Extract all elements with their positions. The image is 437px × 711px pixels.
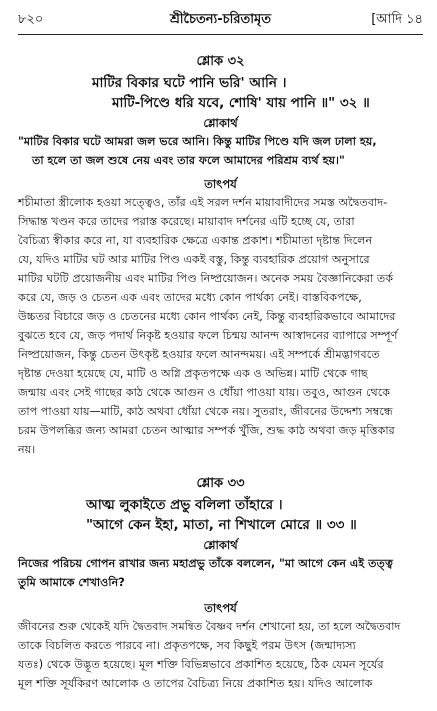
translation-33-line-1: নিজের পরিচয় গোপন রাখার জন্য মহাপ্রভু তাঁকে বললেন, "মা আগে কেন এই তত্ত্ব bbox=[18, 557, 393, 570]
chapter-reference: [আদি ১৪ bbox=[371, 12, 423, 27]
purport-32-line-1: শচীমাতা স্ত্রীলোক হওয়া সত্ত্বেও, তাঁর এই সরল দর্শন মায়াবাদীদের সমস্ত অদ্বৈতবাদ- bbox=[18, 196, 388, 209]
book-title: শ্রীচৈতন্য-চরিতামৃত bbox=[169, 12, 272, 27]
purport-32-line-6: করে যে, জড় ও চেতন এক এবং তাদের মধ্যে কোন পার্থক্য নেই। বাস্তবিকপক্ষে, bbox=[18, 291, 362, 304]
purport-33-line-3: যতঃ) থেকে উদ্ভূত হয়েছে। মূল শক্তি বিভিন্নভাবে প্রকাশিত হয়েছে, ঠিক যেমন সূর্যের bbox=[18, 658, 384, 671]
verse-32-line-1: মাটির বিকার ঘটে পানি ভরি' আনি । bbox=[92, 75, 287, 91]
purport-32-line-14: নয়। bbox=[18, 443, 36, 456]
purport-32-label: তাৎপর্য bbox=[204, 177, 237, 191]
purport-32-line-3: বৈচিত্র্য স্বীকার করে না, যা ব্যবহারিক ক্ষেত্রে একান্ত প্রকাশ। শচীমাতা দৃষ্টান্ত দিলেন bbox=[18, 234, 373, 247]
translation-32-label: শ্লোকার্থ bbox=[203, 116, 238, 130]
shloka-33-title: শ্লোক ৩৩ bbox=[196, 476, 245, 491]
purport-32-line-8: বুঝতে হবে যে, জড় পদার্থ নিকৃষ্ট হওয়ার ফলে চিন্ময় আনন্দ আস্বাদনের ব্যাপারে সম্পূর্ণ bbox=[18, 329, 398, 342]
translation-33-line-2: তুমি আমাকে শেখাওনি? bbox=[18, 576, 125, 589]
verse-33-line-1: আত্ম লুকাইতে প্রভু বলিলা তাঁহারে । bbox=[86, 497, 283, 513]
purport-32-line-2: সিদ্ধান্ত খণ্ডন করে তাদের পরাস্ত করেছে। মায়াবাদ দর্শনের এটি হচ্ছে যে, তারা bbox=[18, 215, 355, 228]
purport-33-label: তাৎপর্য bbox=[204, 601, 237, 615]
purport-33-line-2: তাকে বিচলিত করতে পারবে না। প্রকৃতপক্ষে, সব কিছুই পরম উৎস (জন্মাদ্যস্য bbox=[18, 639, 356, 652]
purport-32-line-10: দৃষ্টান্ত দেওয়া হয়েছে যে, মাটি ও অগ্নি প্রকৃতপক্ষে এক ও অভিন্ন। মাটি থেকে গাছ bbox=[18, 367, 368, 380]
translation-33-label: শ্লোকার্থ bbox=[203, 538, 238, 552]
page-header bbox=[18, 8, 423, 30]
page-number: ৮২০ bbox=[18, 12, 44, 27]
translation-32-line-2: তা হলে তা জল শুষে নেয় এবং তার ফলে আমাদের পরিশ্রম ব্যর্থ হয়।" bbox=[32, 154, 345, 167]
purport-32-line-5: মাটির ঘটটি প্রয়োজনীয় এবং মাটির পিণ্ড নিষ্প্রয়োজন। অনেক সময় বৈজ্ঞানিকেরা তর্ক bbox=[18, 272, 394, 285]
purport-32-line-11: জন্মায় এবং সেই গাছের কাঠ থেকে আগুন ও ধোঁয়া পাওয়া যায়। তবুও, আগুন থেকে bbox=[18, 386, 391, 399]
shloka-32-title: শ্লোক ৩২ bbox=[196, 54, 245, 69]
header-rule bbox=[18, 34, 423, 35]
translation-32-line-1: "মাটির বিকার ঘটে আমরা জল ভরে আনি। কিন্তু মাটির পিণ্ডে যদি জল ঢালা হয়, bbox=[18, 135, 377, 148]
purport-32-line-9: নিষ্প্রয়োজন, কিন্তু চেতন উৎকৃষ্ট হওয়ার ফলে আনন্দময়। এই সম্পর্কে শ্রীমদ্ভাগবতে bbox=[18, 348, 380, 361]
verse-32-line-2: মাটি-পিণ্ডে ধরি যবে, শোষি' যায় পানি ॥" ৩২ ॥ bbox=[112, 95, 370, 111]
purport-33-line-4: মূল শক্তি সূর্যকিরণ আলোক ও তাপের বৈচিত্র্য নিয়ে প্রকাশিত হয়। যদিও আলোক bbox=[18, 677, 373, 690]
purport-33-line-1: জীবনের শুরু থেকেই যদি দ্বৈতবাদ সমন্বিত বৈষ্ণব দর্শন শেখানো হয়, তা হলে অদ্বৈতবাদ bbox=[18, 620, 401, 633]
purport-32-line-7: উচ্চতর বিচারে জড় ও চেতনের মধ্যে কোন পার্থক্য নেই, কিন্তু ব্যবহারিকভাবে আমাদের bbox=[18, 310, 396, 323]
purport-32-line-13: চরম উপলব্ধির জন্য আমরা চেতন আত্মার সম্পর্ক খুঁজি, শুদ্ধ কাঠ অথবা জড় মৃত্তিকার bbox=[18, 424, 395, 437]
purport-32-line-12: তাপ পাওয়া যায়—মাটি, কাঠ অথবা ধোঁয়া থেকে নয়। সুতরাং, জীবনের উদ্দেশ্য সম্বন্ধে bbox=[18, 405, 393, 418]
purport-32-line-4: যে, যদিও মাটির ঘট আর মাটির পিণ্ড একই বস্তু, কিন্তু ব্যবহারিক প্রয়োগ অনুসারে bbox=[18, 253, 370, 266]
verse-33-line-2: "আগে কেন ইহা, মাতা, না শিখালে মোরে ॥ ৩৩ ॥ bbox=[86, 517, 357, 533]
